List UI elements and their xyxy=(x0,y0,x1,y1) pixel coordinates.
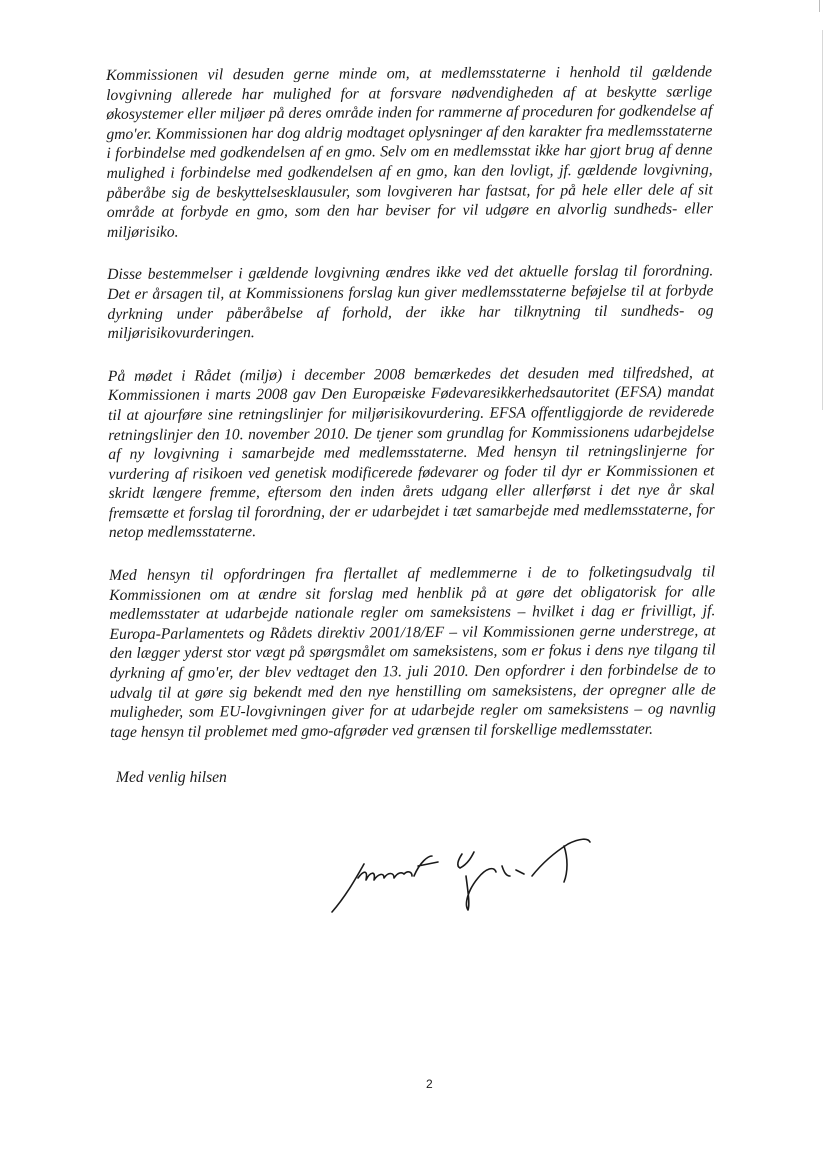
closing-salutation: Med venlig hilsen xyxy=(116,769,227,786)
edge-tick-mark xyxy=(819,0,826,12)
paragraph-2: Disse bestemmelser i gældende lovgivning ændres ikke ved det aktuelle forslag til forordning. Det er årsagen til, at Kommissionens forslag kun giver medlemsstaterne beføjelse til at forbyde dyrkning under påberåbelse af forhold, der ikke har tilknytning til sundheds- og miljørisikovurderingen. xyxy=(107,262,714,343)
paragraph-4: Med hensyn til opfordringen fra flertallet af medlemmerne i de to folketingsudvalg til Kommissionen om at ændre sit forslag med henblik på at gøre det obligatorisk for alle medlemsstater at udarbejde nationale regler om sameksistens – hvilket i dag er frivilligt, jf. Europa-Parlamentets og Rådets direktiv 2001/18/EF – vil Kommissionen gerne understrege, at den lægger yderst stor vægt på spørgsmålet om sameksistens, som er fokus i dens nye tilgang til dyrkning af gmo'er, der blev vedtaget den 13. juli 2010. Den opfordrer i den forbindelse de to udvalg til at gøre sig bekendt med den nye henstilling om sameksistens, der opregner alle de muligheder, som EU-lovgivningen giver for at udarbejde regler om sameksistens – og navnlig tage hensyn til problemet med gmo-afgrøder ved grænsen til forskellige medlemsstater. xyxy=(109,563,716,741)
letter-body xyxy=(106,62,716,765)
page-number: 2 xyxy=(426,1077,433,1091)
scan-edge-line xyxy=(822,30,823,410)
paragraph-3: På mødet i Rådet (miljø) i december 2008 bemærkedes det desuden med tilfredshed, at Kommissionen i marts 2008 gav Den Europæiske Fødevaresikkerhedsautoritet (EFSA) mandat til at ajourføre sine retningslinjer for miljørisikovurdering. EFSA offentliggjorde de reviderede retningslinjer den 10. november 2010. De tjener som grundlag for Kommissionens udarbejdelse af ny lovgivning i samarbejde med medlemsstaterne. Med hensyn til retningslinjerne for vurdering af risikoen ved genetisk modificerede fødevarer og foder til dyr er Kommissionen et skridt længere fremme, eftersom den inden årets udgang eller allerførst i det nye år skal fremsætte et forslag til forordning, der er udarbejdet i tæt samarbejde med medlemsstaterne, for netop medlemsstaterne. xyxy=(107,364,715,542)
handwritten-signature xyxy=(328,826,596,918)
paragraph-1: Kommissionen vil desuden gerne minde om, at medlemsstaterne i henhold til gældende lovgivning allerede har mulighed for at forsvare nødvendigheden af at beskytte særlige økosystemer eller miljøer på deres område inden for rammerne af proceduren for godkendelse af gmo'er. Kommissionen har dog aldrig modtaget oplysninger af den karakter fra medlemsstaterne i forbindelse med godkendelsen af en gmo. Selv om en medlemsstat ikke har gjort brug af denne mulighed i forbindelse med godkendelsen af en gmo, kan den lovligt, jf. gældende lovgivning, påberåbe sig de beskyttelsesklausuler, som lovgiveren har fastsat, for på hele eller dele af sit område at forbyde en gmo, som den har beviser for vil udgøre en alvorlig sundheds- eller miljørisiko. xyxy=(106,63,713,241)
